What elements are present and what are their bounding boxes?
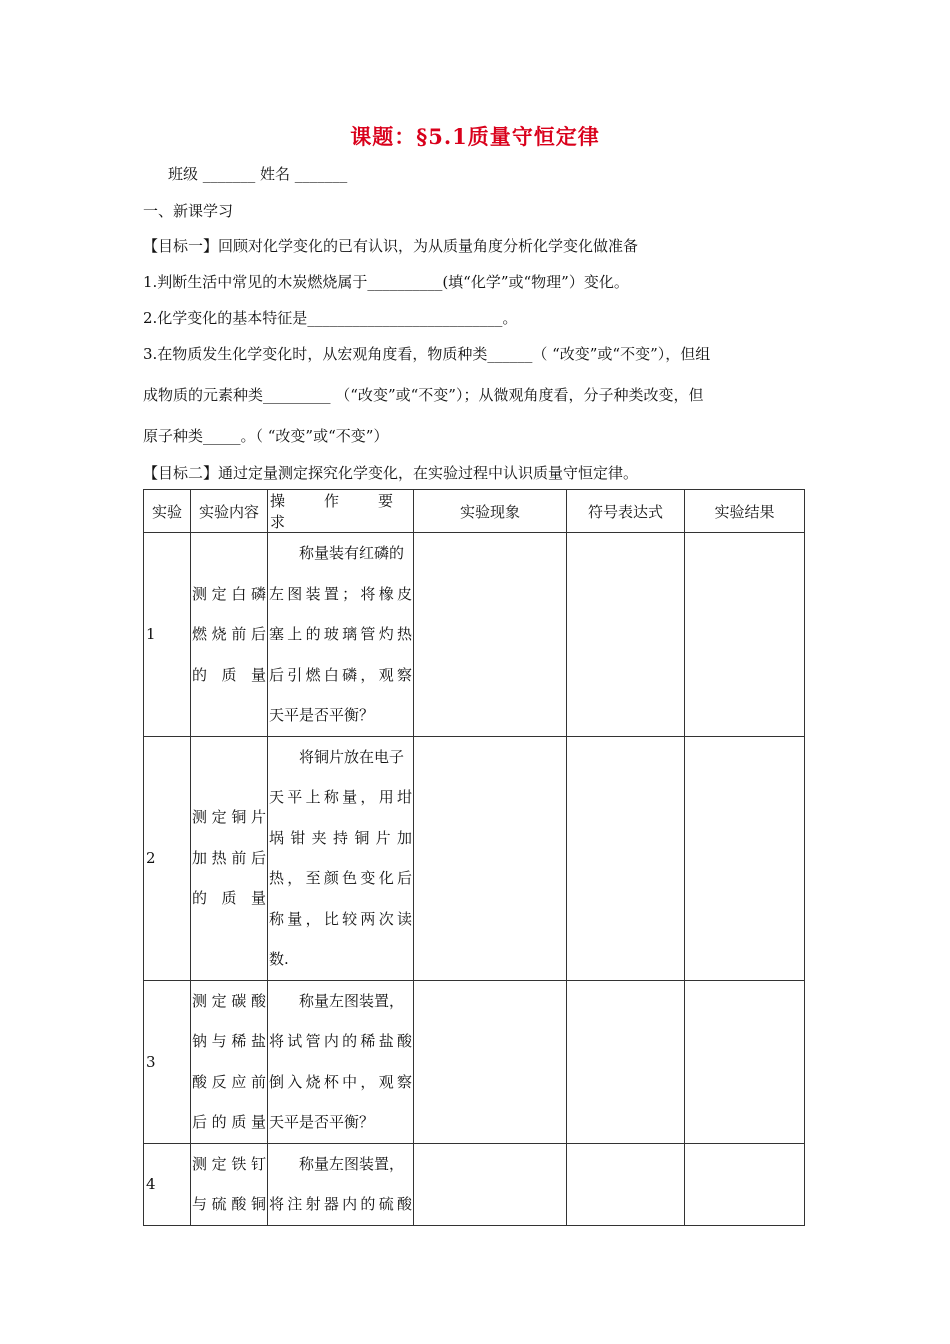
content-line: 与硫酸铜 bbox=[192, 1195, 266, 1213]
content-line: 加热前后 bbox=[192, 848, 266, 867]
table-row bbox=[144, 1143, 805, 1225]
experiment-table bbox=[143, 489, 805, 1226]
op-line: 称量装有红磷的 bbox=[299, 544, 405, 562]
experiment-number: 2 bbox=[144, 736, 191, 980]
content-line: 钠与稀盐 bbox=[192, 1032, 266, 1050]
operation-requirements bbox=[268, 533, 414, 737]
op-line: 称量左图装置， bbox=[299, 1154, 405, 1173]
op-line: 天平上称量，用坩 bbox=[269, 788, 412, 806]
op-line: 后引燃白磷，观察 bbox=[269, 665, 412, 684]
header-cell: 操 作 要 求 bbox=[268, 490, 414, 533]
expression-cell bbox=[567, 736, 685, 980]
op-line: 将铜片放在电子 bbox=[299, 747, 405, 766]
header-cell: 实验结果 bbox=[685, 490, 805, 533]
phenomenon-cell bbox=[414, 980, 567, 1143]
experiment-number: 4 bbox=[144, 1143, 191, 1225]
op-line: 称量左图装置， bbox=[299, 991, 405, 1010]
result-cell bbox=[685, 736, 805, 980]
content-line: 测定白磷 bbox=[192, 584, 266, 603]
content-line: 燃烧前后 bbox=[192, 625, 266, 643]
op-line: 称量，比较两次读 bbox=[269, 909, 412, 928]
result-cell bbox=[685, 1143, 805, 1225]
result-cell bbox=[685, 980, 805, 1143]
experiment-content bbox=[191, 736, 268, 980]
expression-cell bbox=[567, 1143, 685, 1225]
table-header-row bbox=[144, 490, 805, 533]
phenomenon-cell bbox=[414, 533, 567, 737]
op-line: 将注射器内的硫酸 bbox=[269, 1195, 412, 1213]
op-line: 天平是否平衡？ bbox=[269, 1113, 375, 1131]
experiment-number: 1 bbox=[144, 533, 191, 737]
table-row bbox=[144, 980, 805, 1143]
question-3-line-3: 原子种类_____。（ “改变”或“不变”） bbox=[143, 427, 389, 445]
op-line: 倒入烧杯中，观察 bbox=[269, 1072, 412, 1091]
table-row bbox=[144, 533, 805, 737]
operation-requirements bbox=[268, 736, 414, 980]
expression-cell bbox=[567, 980, 685, 1143]
op-line: 埚钳夹持铜片加 bbox=[269, 828, 412, 847]
content-line: 酸反应前 bbox=[192, 1072, 266, 1091]
op-line: 将试管内的稀盐酸 bbox=[269, 1032, 412, 1050]
content-line: 测定碳酸 bbox=[192, 991, 266, 1010]
question-1: 1.判断生活中常见的木炭燃烧属于__________(填“化学”或“物理”）变化。 bbox=[143, 273, 629, 291]
class-name-line: 班级 _______ 姓名 _______ bbox=[168, 165, 348, 183]
experiment-number: 3 bbox=[144, 980, 191, 1143]
content-line: 的质量 bbox=[192, 889, 266, 908]
content-line: 后的质量 bbox=[192, 1113, 266, 1131]
experiment-content bbox=[191, 533, 268, 737]
phenomenon-cell bbox=[414, 736, 567, 980]
table-row bbox=[144, 736, 805, 980]
phenomenon-cell bbox=[414, 1143, 567, 1225]
section-heading: 一、新课学习 bbox=[143, 202, 234, 220]
op-line: 热，至颜色变化后 bbox=[269, 869, 412, 887]
header-cell: 实验现象 bbox=[414, 490, 567, 533]
expression-cell bbox=[567, 533, 685, 737]
experiment-content bbox=[191, 1143, 268, 1225]
question-2: 2.化学变化的基本特征是__________________________。 bbox=[143, 309, 518, 327]
op-line: 塞上的玻璃管灼热 bbox=[269, 625, 412, 643]
op-line: 数. bbox=[269, 950, 289, 968]
operation-requirements bbox=[268, 980, 414, 1143]
page-title: 课题：§5.1质量守恒定律 bbox=[350, 124, 600, 149]
header-cell: 实验内容 bbox=[191, 490, 268, 533]
question-3-line-2: 成物质的元素种类_________ （“改变”或“不变”）；从微观角度看，分子种类改变，但 bbox=[143, 386, 704, 404]
result-cell bbox=[685, 533, 805, 737]
question-3-line-1: 3.在物质发生化学变化时，从宏观角度看，物质种类______（ “改变”或“不变”），但组 bbox=[143, 345, 711, 363]
header-cell: 符号表达式 bbox=[567, 490, 685, 533]
content-line: 的质量 bbox=[192, 665, 266, 684]
header-cell: 实验 bbox=[144, 490, 191, 533]
content-line: 测定铜片 bbox=[192, 808, 266, 827]
experiment-content bbox=[191, 980, 268, 1143]
op-line: 天平是否平衡？ bbox=[269, 706, 375, 724]
goal-one: 【目标一】回顾对化学变化的已有认识，为从质量角度分析化学变化做准备 bbox=[143, 237, 639, 255]
content-line: 测定铁钉 bbox=[192, 1154, 266, 1173]
op-line: 左图装置；将橡皮 bbox=[269, 584, 412, 603]
operation-requirements bbox=[268, 1143, 414, 1225]
goal-two: 【目标二】通过定量测定探究化学变化，在实验过程中认识质量守恒定律。 bbox=[143, 464, 639, 482]
